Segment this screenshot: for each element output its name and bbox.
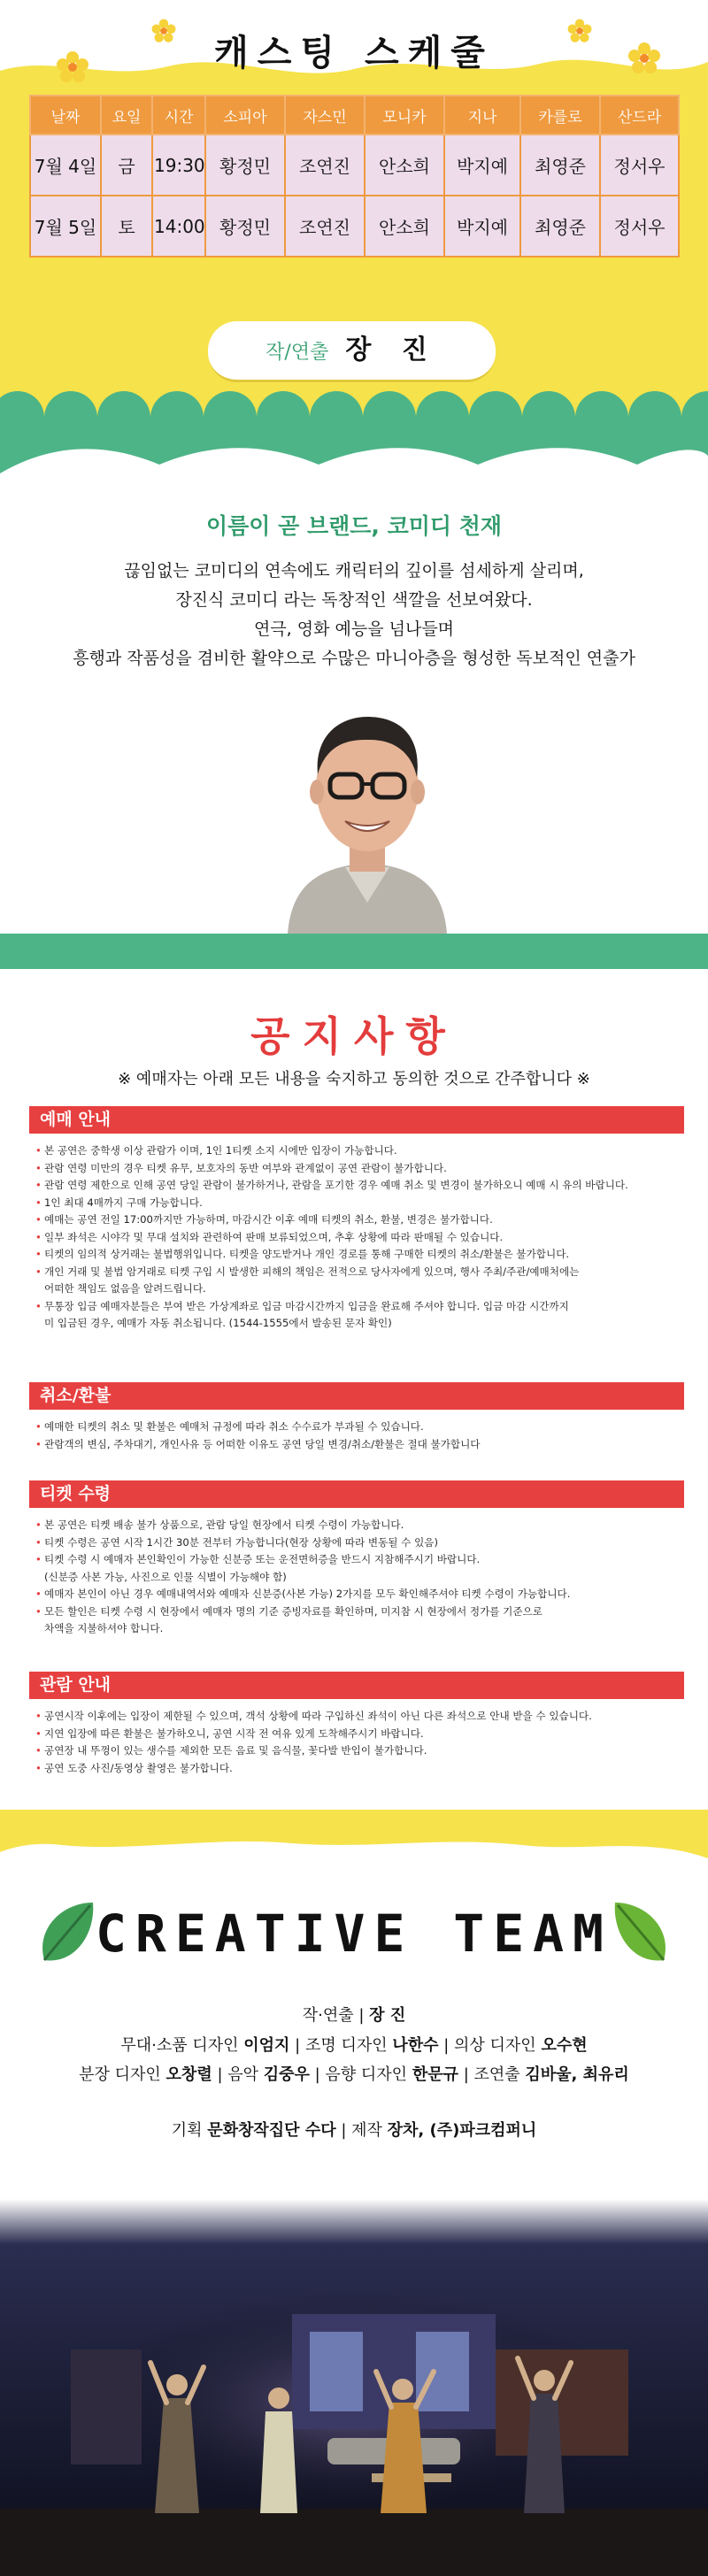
ticket-list — [35, 1517, 690, 1638]
notice-title: 공지사항 — [250, 1012, 458, 1060]
list-item: • 개인 거래 및 불법 암거래로 티켓 구입 시 발생한 피해의 책임은 전적으로 당사자에게 있으며, 행사 주최/주관/예매처에는 — [35, 1265, 580, 1278]
bio-line: 장진식 코미디 라는 독창적인 색깔을 선보여왔다. — [175, 590, 533, 610]
list-item: • 본 공연은 티켓 배송 불가 상품으로, 관람 당일 현장에서 티켓 수령이 가능합니다. — [35, 1519, 404, 1531]
table-cell: 7월 5일 — [30, 196, 101, 257]
list-item: • 모든 할인은 티켓 수령 시 현장에서 예매자 명의 기준 증빙자료를 확인하며, 미지참 시 현장에서 정가를 기준으로 — [35, 1604, 543, 1618]
schedule-table — [29, 95, 680, 258]
list-item: • 예매한 티켓의 취소 및 환불은 예매처 규정에 따라 취소 수수료가 부과될 수 있습니다. — [35, 1420, 424, 1433]
table-cell: 황정민 — [205, 196, 285, 257]
table-row — [30, 196, 679, 257]
director-role: 작/연출 — [266, 342, 329, 364]
header-carlo: 카를로 — [520, 96, 600, 135]
casting-schedule — [0, 0, 708, 336]
director-bio — [0, 473, 708, 934]
notice-heading-ticket: 티켓 수령 — [29, 1480, 684, 1508]
list-item: • 관람 연령 미만의 경우 티켓 유무, 보호자의 동반 여부와 관계없이 공연 관람이 불가합니다. — [35, 1161, 447, 1174]
list-item: • 일부 좌석은 시야각 및 무대 설치와 관련하여 판매 보류되었으며, 추후 상황에 따라 판매될 수 있습니다. — [35, 1230, 504, 1243]
table-cell: 조연진 — [285, 135, 365, 196]
list-item: • 관람 연령 제한으로 인해 공연 당일 관람이 불가하거나, 관람을 포기한 경우 예매 취소 및 변경이 불가하오니 예매 시 유의 바랍니다. — [35, 1179, 628, 1191]
table-cell: 안소희 — [365, 135, 444, 196]
table-cell: 박지예 — [444, 196, 520, 257]
header-monica: 모니카 — [365, 96, 444, 135]
list-item: • 무통장 입금 예매자분들은 부여 받은 가상계좌로 입금 마감시간까지 입금을 완료해 주셔야 합니다. 입금 마감 시간까지 — [35, 1299, 569, 1312]
list-item: • 예매는 공연 전일 17:00까지만 가능하며, 마감시간 이후 예매 티켓의 취소, 환불, 변경은 불가합니다. — [35, 1213, 493, 1226]
bio-headline: 이름이 곧 브랜드, 코미디 천재 — [205, 513, 503, 539]
team-line-director: 작·연출 | 장 진 — [302, 2006, 406, 2025]
header-date: 날짜 — [30, 96, 101, 135]
header-time: 시간 — [152, 96, 205, 135]
header-jasmine: 자스민 — [285, 96, 365, 135]
team-line-production: 기획 문화창작집단 수다 | 제작 장차, (주)파크컴퍼니 — [171, 2121, 537, 2140]
table-cell: 토 — [101, 196, 152, 257]
table-cell: 14:00 — [152, 196, 205, 257]
table-cell: 최영준 — [520, 196, 600, 257]
refund-list — [35, 1419, 690, 1453]
bio-line: 흥행과 작품성을 겸비한 활약으로 수많은 마니아층을 형성한 독보적인 연출가 — [73, 649, 635, 668]
bio-line: 끊임없는 코미디의 연속에도 캐릭터의 깊이를 섬세하게 살리며, — [124, 561, 584, 581]
stage-photo — [0, 2199, 708, 2576]
table-cell: 황정민 — [205, 135, 285, 196]
team-line-staff: 분장 디자인 오창렬 | 음악 김중우 | 음향 디자인 한문규 | 조연출 김바울, 최유리 — [79, 2065, 629, 2084]
notice-subtitle: ※ 예매자는 아래 모든 내용을 숙지하고 동의한 것으로 간주합니다 ※ — [118, 1070, 590, 1088]
table-cell: 최영준 — [520, 135, 600, 196]
viewing-list — [35, 1708, 690, 1777]
header-sandra: 산드라 — [600, 96, 679, 135]
list-item: 어떠한 책임도 없음을 알려드립니다. — [44, 1282, 206, 1295]
stage-scene-image — [0, 2199, 708, 2576]
list-item: 미 입금된 경우, 예매가 자동 취소됩니다. (1544-1555에서 발송된 문자 확인) — [44, 1317, 392, 1329]
table-cell: 7월 4일 — [30, 135, 101, 196]
yellow-brush-decoration — [0, 1810, 708, 1898]
table-row — [30, 135, 679, 196]
notice-heading-viewing: 관람 안내 — [29, 1672, 684, 1699]
schedule-title: 캐스팅 스케줄 — [214, 33, 494, 73]
team-line-design: 무대·소품 디자인 이엄지 | 조명 디자인 나한수 | 의상 디자인 오수현 — [120, 2036, 588, 2055]
bio-line: 연극, 영화 예능을 넘나들며 — [253, 619, 455, 639]
table-cell: 조연진 — [285, 196, 365, 257]
director-pill — [208, 321, 496, 382]
list-item: • 티켓 수령은 공연 시작 1시간 30분 전부터 가능합니다(현장 상황에 따라 변동될 수 있음) — [35, 1535, 438, 1549]
table-cell: 19:30 — [152, 135, 205, 196]
list-item: • 공연장 내 뚜껑이 있는 생수를 제외한 모든 음료 및 음식물, 꽃다발 반입이 불가합니다. — [35, 1744, 427, 1757]
header-day: 요일 — [101, 96, 152, 135]
list-item: (신분증 사본 가능, 사진으로 인물 식별이 가능해야 함) — [44, 1570, 287, 1583]
list-item: • 공연 도중 사진/동영상 촬영은 불가합니다. — [35, 1761, 233, 1774]
table-cell: 정서우 — [600, 135, 679, 196]
list-item: • 본 공연은 중학생 이상 관람가 이며, 1인 1티켓 소지 시에만 입장이 가능합니다. — [35, 1144, 397, 1157]
table-cell: 정서우 — [600, 196, 679, 257]
header-sophia: 소피아 — [205, 96, 285, 135]
list-item: • 관람객의 변심, 주차대기, 개인사유 등 어떠한 이유도 공연 당일 변경/취소/환불은 절대 불가합니다 — [35, 1437, 481, 1450]
table-cell: 박지예 — [444, 135, 520, 196]
schedule-header-row — [30, 96, 679, 135]
notice-heading-booking: 예매 안내 — [29, 1106, 684, 1134]
notice-heading-refund: 취소/환불 — [29, 1382, 684, 1410]
list-item: • 예매자 본인이 아닌 경우 예매내역서와 예매자 신분증(사본 가능) 2가지를 모두 확인해주셔야 티켓 수령이 가능합니다. — [35, 1588, 571, 1600]
table-cell: 금 — [101, 135, 152, 196]
booking-list — [35, 1142, 690, 1333]
list-item: 차액을 지불하셔야 합니다. — [44, 1622, 164, 1634]
green-divider — [0, 934, 708, 969]
list-item: • 공연시작 이후에는 입장이 제한될 수 있으며, 객석 상황에 따라 구입하신 좌석이 아닌 다른 좌석으로 안내 받을 수 있습니다. — [35, 1710, 592, 1722]
header-gina: 지나 — [444, 96, 520, 135]
creative-team-section — [0, 1810, 708, 2226]
list-item: • 티켓의 임의적 상거래는 불법행위입니다. 티켓을 양도받거나 개인 경로를 통해 구매한 티켓의 취소/환불은 불가합니다. — [35, 1248, 570, 1260]
table-cell: 안소희 — [365, 196, 444, 257]
creative-team-title: CREATIVE TEAM — [96, 1903, 612, 1964]
director-name: 장 진 — [345, 334, 438, 365]
list-item: • 티켓 수령 시 예매자 본인확인이 가능한 신분증 또는 운전면허증을 반드시 지참해주시기 바랍니다. — [35, 1553, 481, 1565]
green-scallop-decoration — [0, 389, 708, 473]
list-item: • 1인 최대 4매까지 구매 가능합니다. — [35, 1196, 203, 1209]
director-portrait — [279, 690, 456, 934]
list-item: • 지연 입장에 따른 환불은 불가하오니, 공연 시작 전 여유 있게 도착해주시기 바랍니다. — [35, 1726, 424, 1740]
notice-section — [0, 969, 708, 1810]
